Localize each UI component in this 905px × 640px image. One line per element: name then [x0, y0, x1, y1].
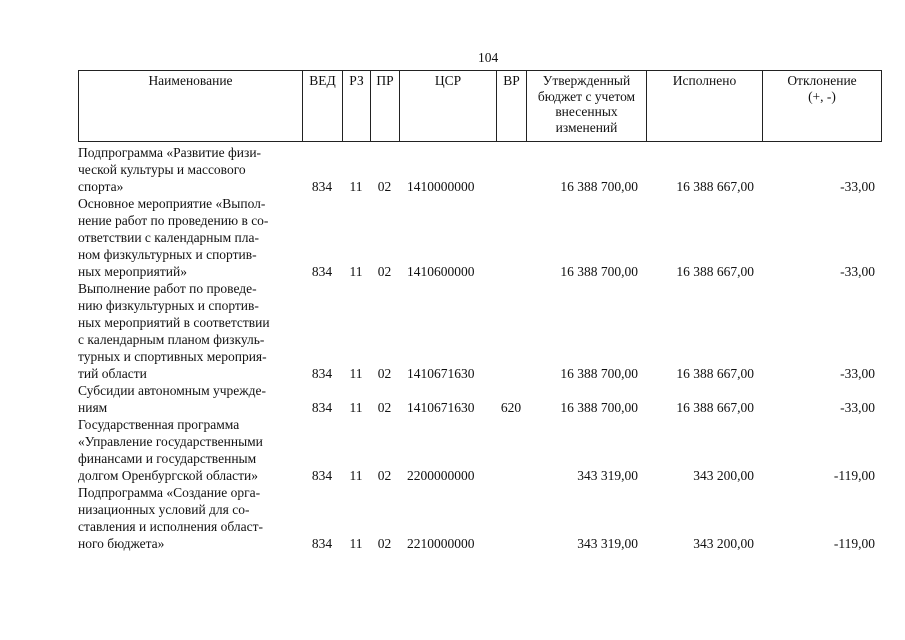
header-vr: ВР — [497, 71, 527, 142]
row-vr — [496, 144, 526, 195]
header-approved — [527, 71, 647, 142]
row-name-line: ного бюджета» — [78, 536, 165, 551]
row-deviation: -33,00 — [840, 366, 875, 381]
header-executed: Исполнено — [647, 71, 763, 142]
row-name-line: Субсидии автономным учрежде- — [78, 383, 266, 398]
row-vr — [496, 416, 526, 484]
row-rz: 11 — [349, 366, 363, 381]
row-csr: 1410671630 — [407, 366, 475, 381]
row-name-line: Основное мероприятие «Выпол- — [78, 196, 266, 211]
row-csr: 1410600000 — [407, 264, 475, 279]
row-approved: 16 388 700,00 — [560, 179, 638, 194]
row-name-line: нию физкультурных и спортив- — [78, 298, 259, 313]
table-row — [78, 484, 881, 552]
row-executed: 343 200,00 — [693, 536, 754, 551]
table-row — [78, 382, 881, 416]
row-name-line: Подпрограмма «Развитие физи- — [78, 145, 262, 160]
row-pr: 02 — [377, 179, 392, 194]
row-name-line: Выполнение работ по проведе- — [78, 281, 257, 296]
row-name-line: ставления и исполнения област- — [78, 519, 264, 534]
row-deviation: -33,00 — [840, 400, 875, 415]
row-vr — [496, 195, 526, 280]
row-rz: 11 — [349, 179, 363, 194]
row-rz: 11 — [349, 264, 363, 279]
row-ved: 834 — [311, 536, 333, 551]
table-row — [78, 195, 881, 280]
row-name-line: нение работ по проведению в со- — [78, 213, 269, 228]
row-name — [78, 144, 302, 195]
row-deviation: -119,00 — [833, 536, 875, 551]
row-executed: 16 388 667,00 — [676, 179, 754, 194]
row-executed: 16 388 667,00 — [676, 400, 754, 415]
row-approved: 16 388 700,00 — [560, 400, 638, 415]
row-ved: 834 — [311, 179, 333, 194]
row-name — [78, 484, 302, 552]
row-approved: 16 388 700,00 — [560, 366, 638, 381]
row-name-line: турных и спортивных мероприя- — [78, 349, 267, 364]
header-approved-line: изменений — [555, 119, 618, 135]
header-rz: РЗ — [343, 71, 371, 142]
row-name-line: финансами и государственным — [78, 451, 257, 466]
row-name-line: низационных условий для со- — [78, 502, 250, 517]
row-name-line: с календарным планом физкуль- — [78, 332, 265, 347]
row-name-line: спорта» — [78, 179, 124, 194]
row-name — [78, 195, 302, 280]
row-ved: 834 — [311, 400, 333, 415]
header-deviation-line: (+, -) — [808, 88, 836, 104]
table-header — [78, 70, 882, 142]
row-approved: 16 388 700,00 — [560, 264, 638, 279]
row-deviation: -33,00 — [840, 264, 875, 279]
row-rz: 11 — [349, 536, 363, 551]
row-name-line: ответствии с календарным пла- — [78, 230, 259, 245]
header-deviation-line: Отклонение — [787, 73, 857, 88]
row-name-line: Государственная программа — [78, 417, 240, 432]
row-name-line: ных мероприятий в соответствии — [78, 315, 270, 330]
header-approved-line: Утвержденный — [542, 73, 631, 88]
table-body — [78, 144, 881, 552]
row-ved: 834 — [311, 264, 333, 279]
header-ved: ВЕД — [303, 71, 343, 142]
page-number: 104 — [478, 50, 499, 65]
header-pr: ПР — [371, 71, 400, 142]
row-name — [78, 416, 302, 484]
header-csr: ЦСР — [400, 71, 497, 142]
row-vr: 620 — [500, 400, 522, 415]
row-pr: 02 — [377, 264, 392, 279]
row-executed: 16 388 667,00 — [676, 264, 754, 279]
table-row — [78, 280, 881, 382]
row-name-line: ческой культуры и массового — [78, 162, 246, 177]
row-name-line: ниям — [78, 400, 108, 415]
row-name-line: тий области — [78, 366, 147, 381]
header-name: Наименование — [79, 71, 303, 142]
table-row — [78, 416, 881, 484]
row-name-line: Подпрограмма «Создание орга- — [78, 485, 261, 500]
row-ved: 834 — [311, 366, 333, 381]
row-csr: 1410000000 — [407, 179, 475, 194]
row-csr: 1410671630 — [407, 400, 475, 415]
row-csr: 2210000000 — [407, 536, 475, 551]
row-deviation: -119,00 — [833, 468, 875, 483]
row-executed: 343 200,00 — [693, 468, 754, 483]
header-approved-line: бюджет с учетом — [537, 88, 636, 104]
row-name-line: «Управление государственными — [78, 434, 263, 449]
row-deviation: -33,00 — [840, 179, 875, 194]
row-rz: 11 — [349, 400, 363, 415]
row-approved: 343 319,00 — [577, 468, 638, 483]
header-deviation — [763, 71, 882, 142]
row-vr — [496, 484, 526, 552]
row-pr: 02 — [377, 400, 392, 415]
row-vr — [496, 280, 526, 382]
row-pr: 02 — [377, 366, 392, 381]
row-csr: 2200000000 — [407, 468, 475, 483]
row-name-line: ном физкультурных и спортив- — [78, 247, 257, 262]
header-approved-line: внесенных — [555, 104, 618, 119]
row-rz: 11 — [349, 468, 363, 483]
row-pr: 02 — [377, 468, 392, 483]
row-pr: 02 — [377, 536, 392, 551]
row-ved: 834 — [311, 468, 333, 483]
row-approved: 343 319,00 — [577, 536, 638, 551]
row-name — [78, 382, 302, 416]
row-executed: 16 388 667,00 — [676, 366, 754, 381]
row-name-line: долгом Оренбургской области» — [78, 468, 258, 483]
table-row — [78, 144, 881, 195]
row-name-line: ных мероприятий» — [78, 264, 187, 279]
row-name — [78, 280, 302, 382]
